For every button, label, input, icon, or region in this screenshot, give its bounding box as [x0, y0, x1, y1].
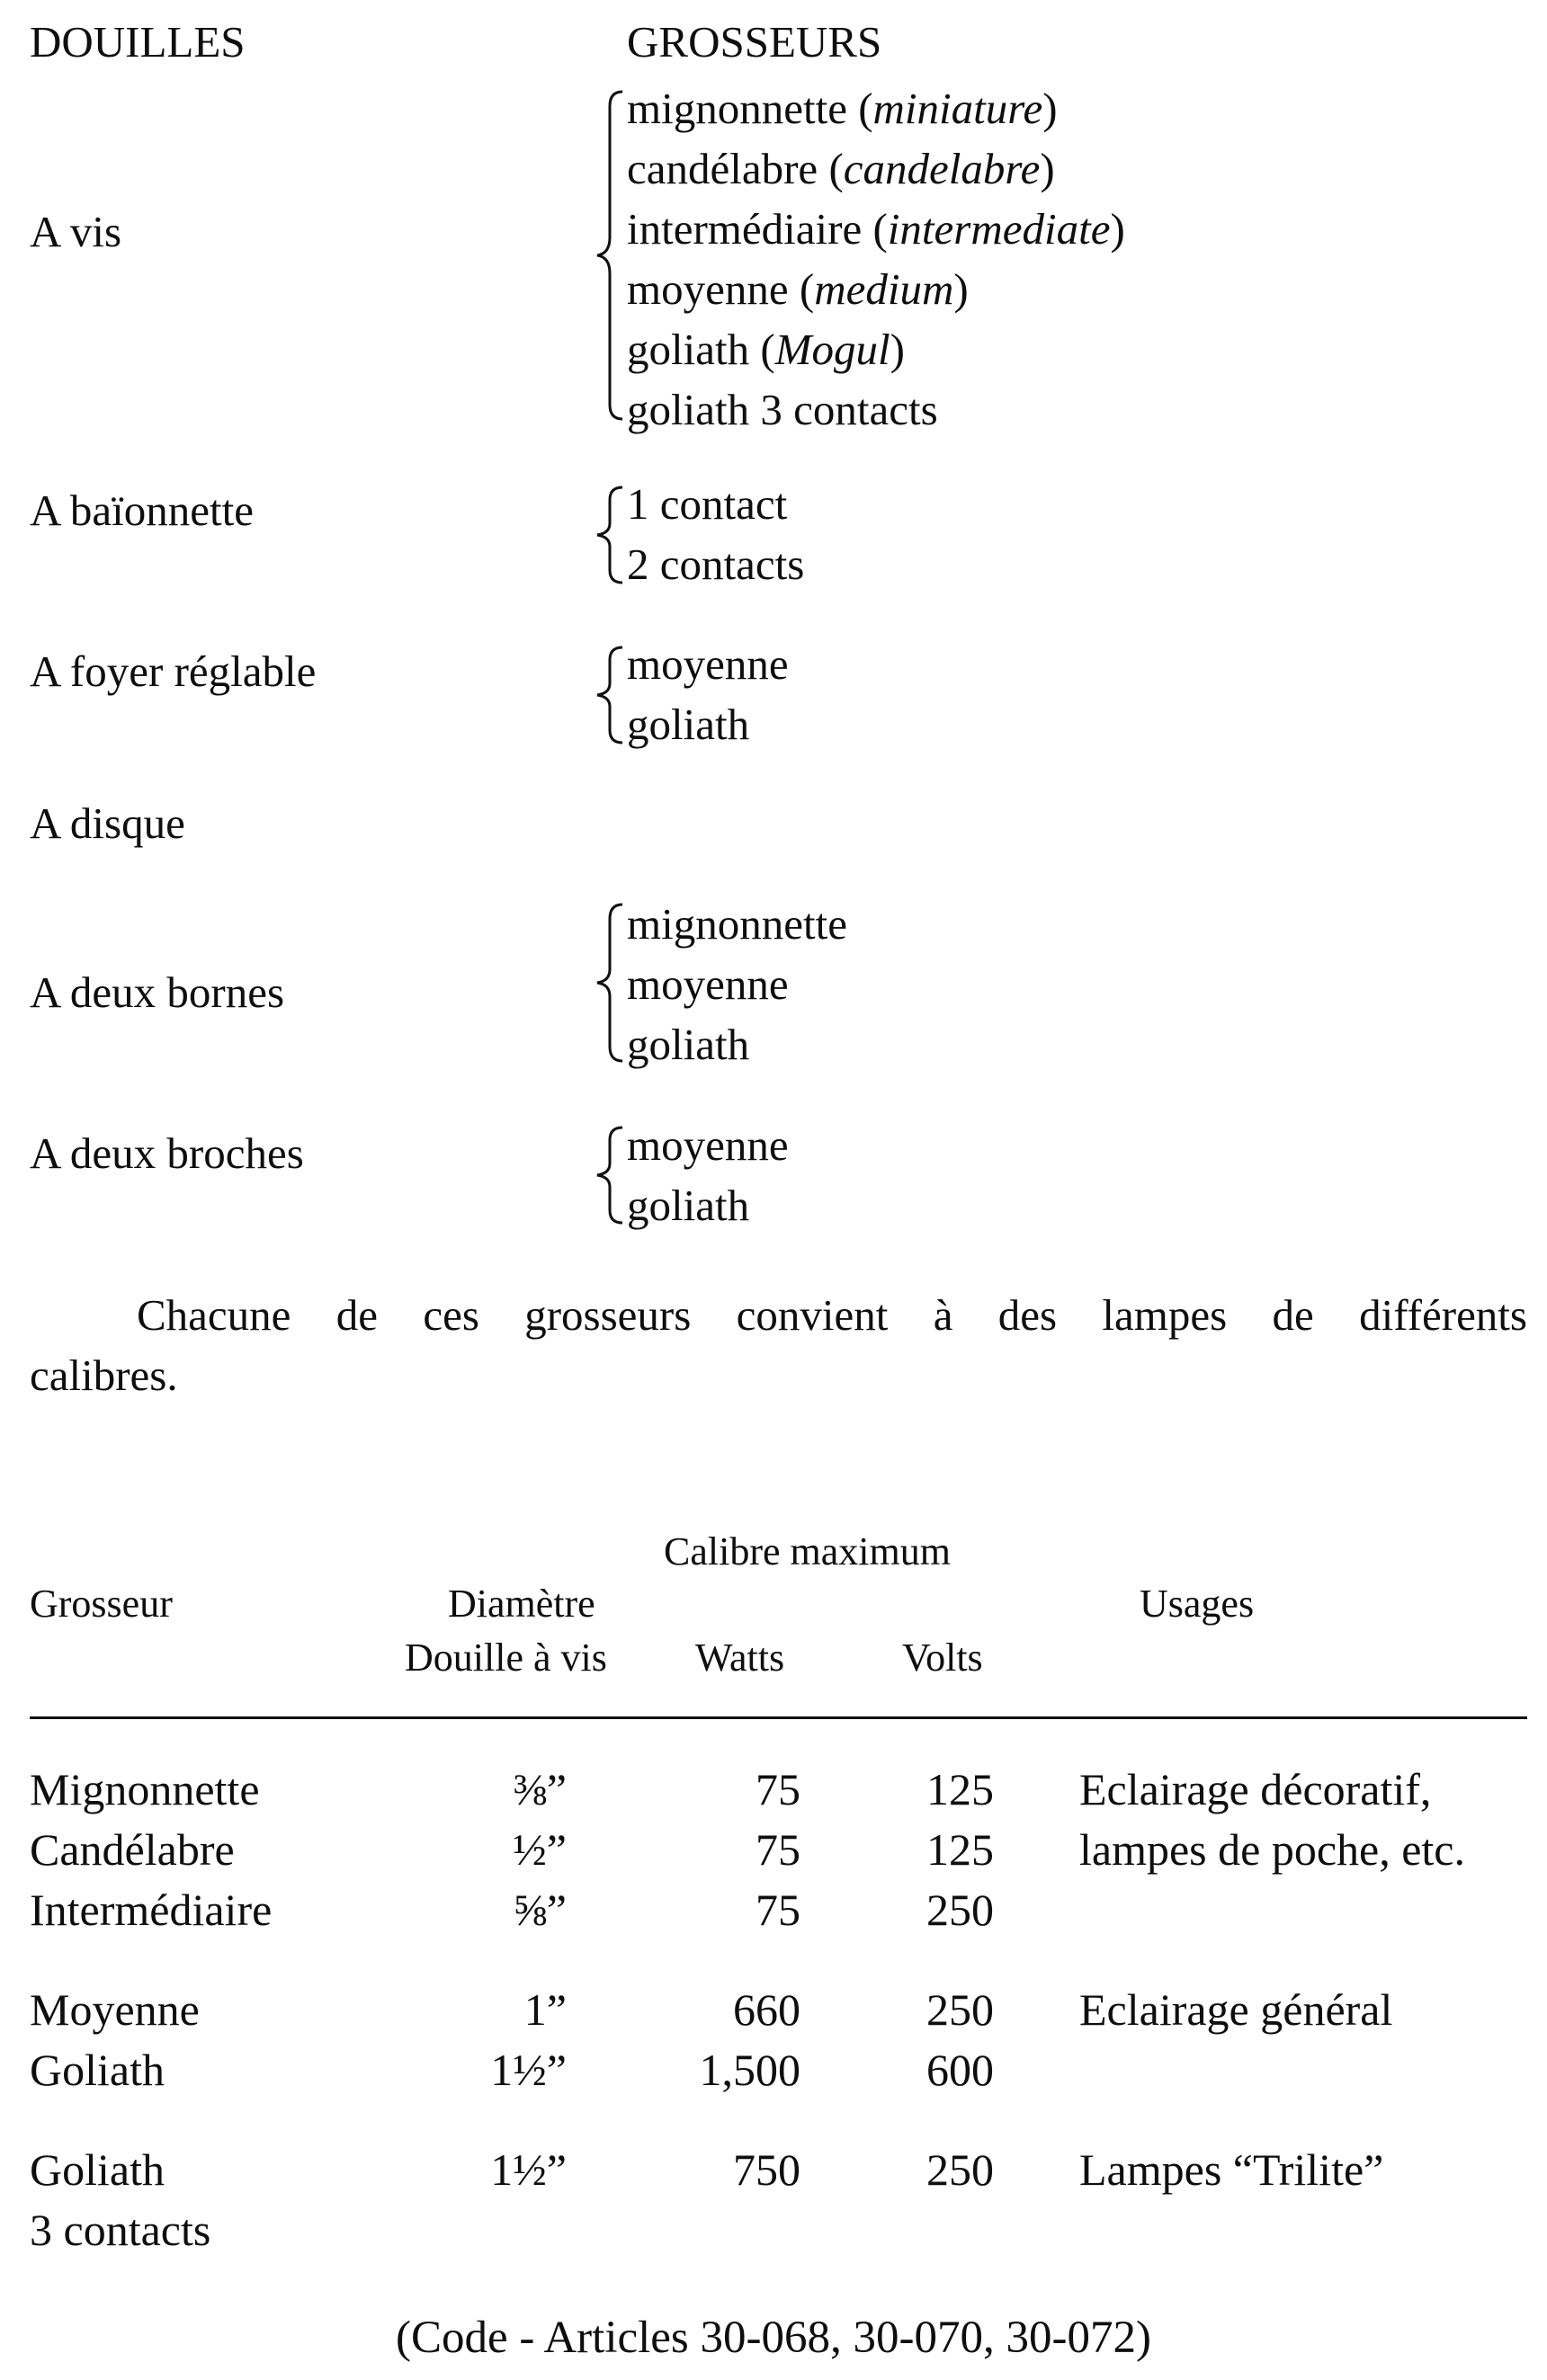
cell-volts: 600 — [926, 2045, 994, 2095]
cell-grosseur: Goliath — [30, 2144, 165, 2195]
socket-type-a-deux-bornes: A deux bornes — [30, 967, 285, 1017]
brace-baionnette — [590, 484, 626, 586]
size-item: moyenne — [627, 1120, 789, 1170]
cell-volts: 250 — [926, 1885, 994, 1935]
cell-watts: 75 — [756, 1824, 800, 1875]
diametre-column-header: Diamètre — [448, 1582, 595, 1626]
cell-diametre: ⅝” — [513, 1885, 567, 1935]
cell-usage: lampes de poche, etc. — [1079, 1824, 1465, 1875]
cell-grosseur: Goliath — [30, 2045, 165, 2095]
size-item: goliath — [627, 1181, 750, 1230]
size-item: goliath — [627, 700, 750, 749]
cell-grosseur: Intermédiaire — [30, 1885, 273, 1935]
grosseurs-header: GROSSEURS — [627, 17, 882, 67]
cell-watts: 1,500 — [699, 2045, 800, 2095]
cell-diametre: ½” — [513, 1824, 567, 1875]
cell-watts: 750 — [733, 2144, 800, 2195]
brace-foyer-reglable — [590, 644, 626, 746]
cell-usage: Eclairage décoratif, — [1079, 1764, 1432, 1814]
socket-type-a-foyer-reglable: A foyer réglable — [30, 646, 317, 696]
cell-volts: 250 — [926, 1984, 994, 2035]
cell-watts: 660 — [733, 1984, 800, 2035]
size-item: goliath (Mogul) — [627, 325, 905, 374]
socket-type-a-deux-broches: A deux broches — [30, 1128, 304, 1178]
douilles-header: DOUILLES — [30, 17, 246, 67]
cell-volts: 250 — [926, 2144, 994, 2195]
size-item: 1 contact — [627, 479, 788, 529]
cell-diametre: ⅜” — [513, 1764, 567, 1814]
size-item: intermédiaire (intermediate) — [627, 204, 1125, 254]
cell-grosseur: Mignonnette — [30, 1764, 260, 1814]
size-item: candélabre (candelabre) — [627, 144, 1055, 193]
size-item: 2 contacts — [627, 539, 805, 589]
socket-type-a-vis: A vis — [30, 207, 122, 256]
cell-grosseur: Candélabre — [30, 1824, 235, 1875]
cell-grosseur: Moyenne — [30, 1984, 200, 2035]
cell-diametre: 1½” — [490, 2144, 567, 2195]
socket-type-a-baionnette: A baïonnette — [30, 486, 255, 535]
size-item: mignonnette (miniature) — [627, 84, 1058, 133]
brace-deux-broches — [590, 1124, 626, 1226]
paragraph-line-2: calibres. — [30, 1350, 178, 1400]
cell-usage: Lampes “Trilite” — [1079, 2144, 1384, 2195]
table-header-rule — [30, 1716, 1527, 1719]
size-item: goliath — [627, 1020, 750, 1069]
cell-diametre: 1” — [523, 1984, 567, 2035]
volts-column-header: Volts — [902, 1636, 983, 1680]
cell-usage: Eclairage général — [1079, 1984, 1393, 2035]
size-item: moyenne — [627, 639, 789, 689]
cell-watts: 75 — [756, 1764, 800, 1814]
cell-volts: 125 — [926, 1764, 994, 1814]
watts-column-header: Watts — [695, 1636, 785, 1680]
paragraph-line-1: Chacune de ces grosseurs convient à des lampes de différents — [137, 1290, 1527, 1340]
size-item: moyenne — [627, 959, 789, 1009]
footer-code-reference: (Code - Articles 30-068, 30-070, 30-072) — [396, 2313, 1151, 2363]
size-item: goliath 3 contacts — [627, 385, 938, 434]
cell-watts: 75 — [756, 1885, 800, 1935]
size-item: mignonnette — [627, 899, 847, 949]
size-item: moyenne (medium) — [627, 264, 969, 314]
socket-type-a-disque: A disque — [30, 798, 185, 848]
grosseur-column-header: Grosseur — [30, 1582, 173, 1626]
brace-a-vis — [590, 88, 626, 423]
brace-deux-bornes — [590, 901, 626, 1065]
usages-column-header: Usages — [1140, 1582, 1255, 1626]
calibre-maximum-header: Calibre maximum — [664, 1529, 951, 1573]
cell-diametre: 1½” — [490, 2045, 567, 2095]
cell-grosseur-line2: 3 contacts — [30, 2205, 211, 2255]
douille-a-vis-column-header: Douille à vis — [405, 1636, 607, 1680]
cell-volts: 125 — [926, 1824, 994, 1875]
